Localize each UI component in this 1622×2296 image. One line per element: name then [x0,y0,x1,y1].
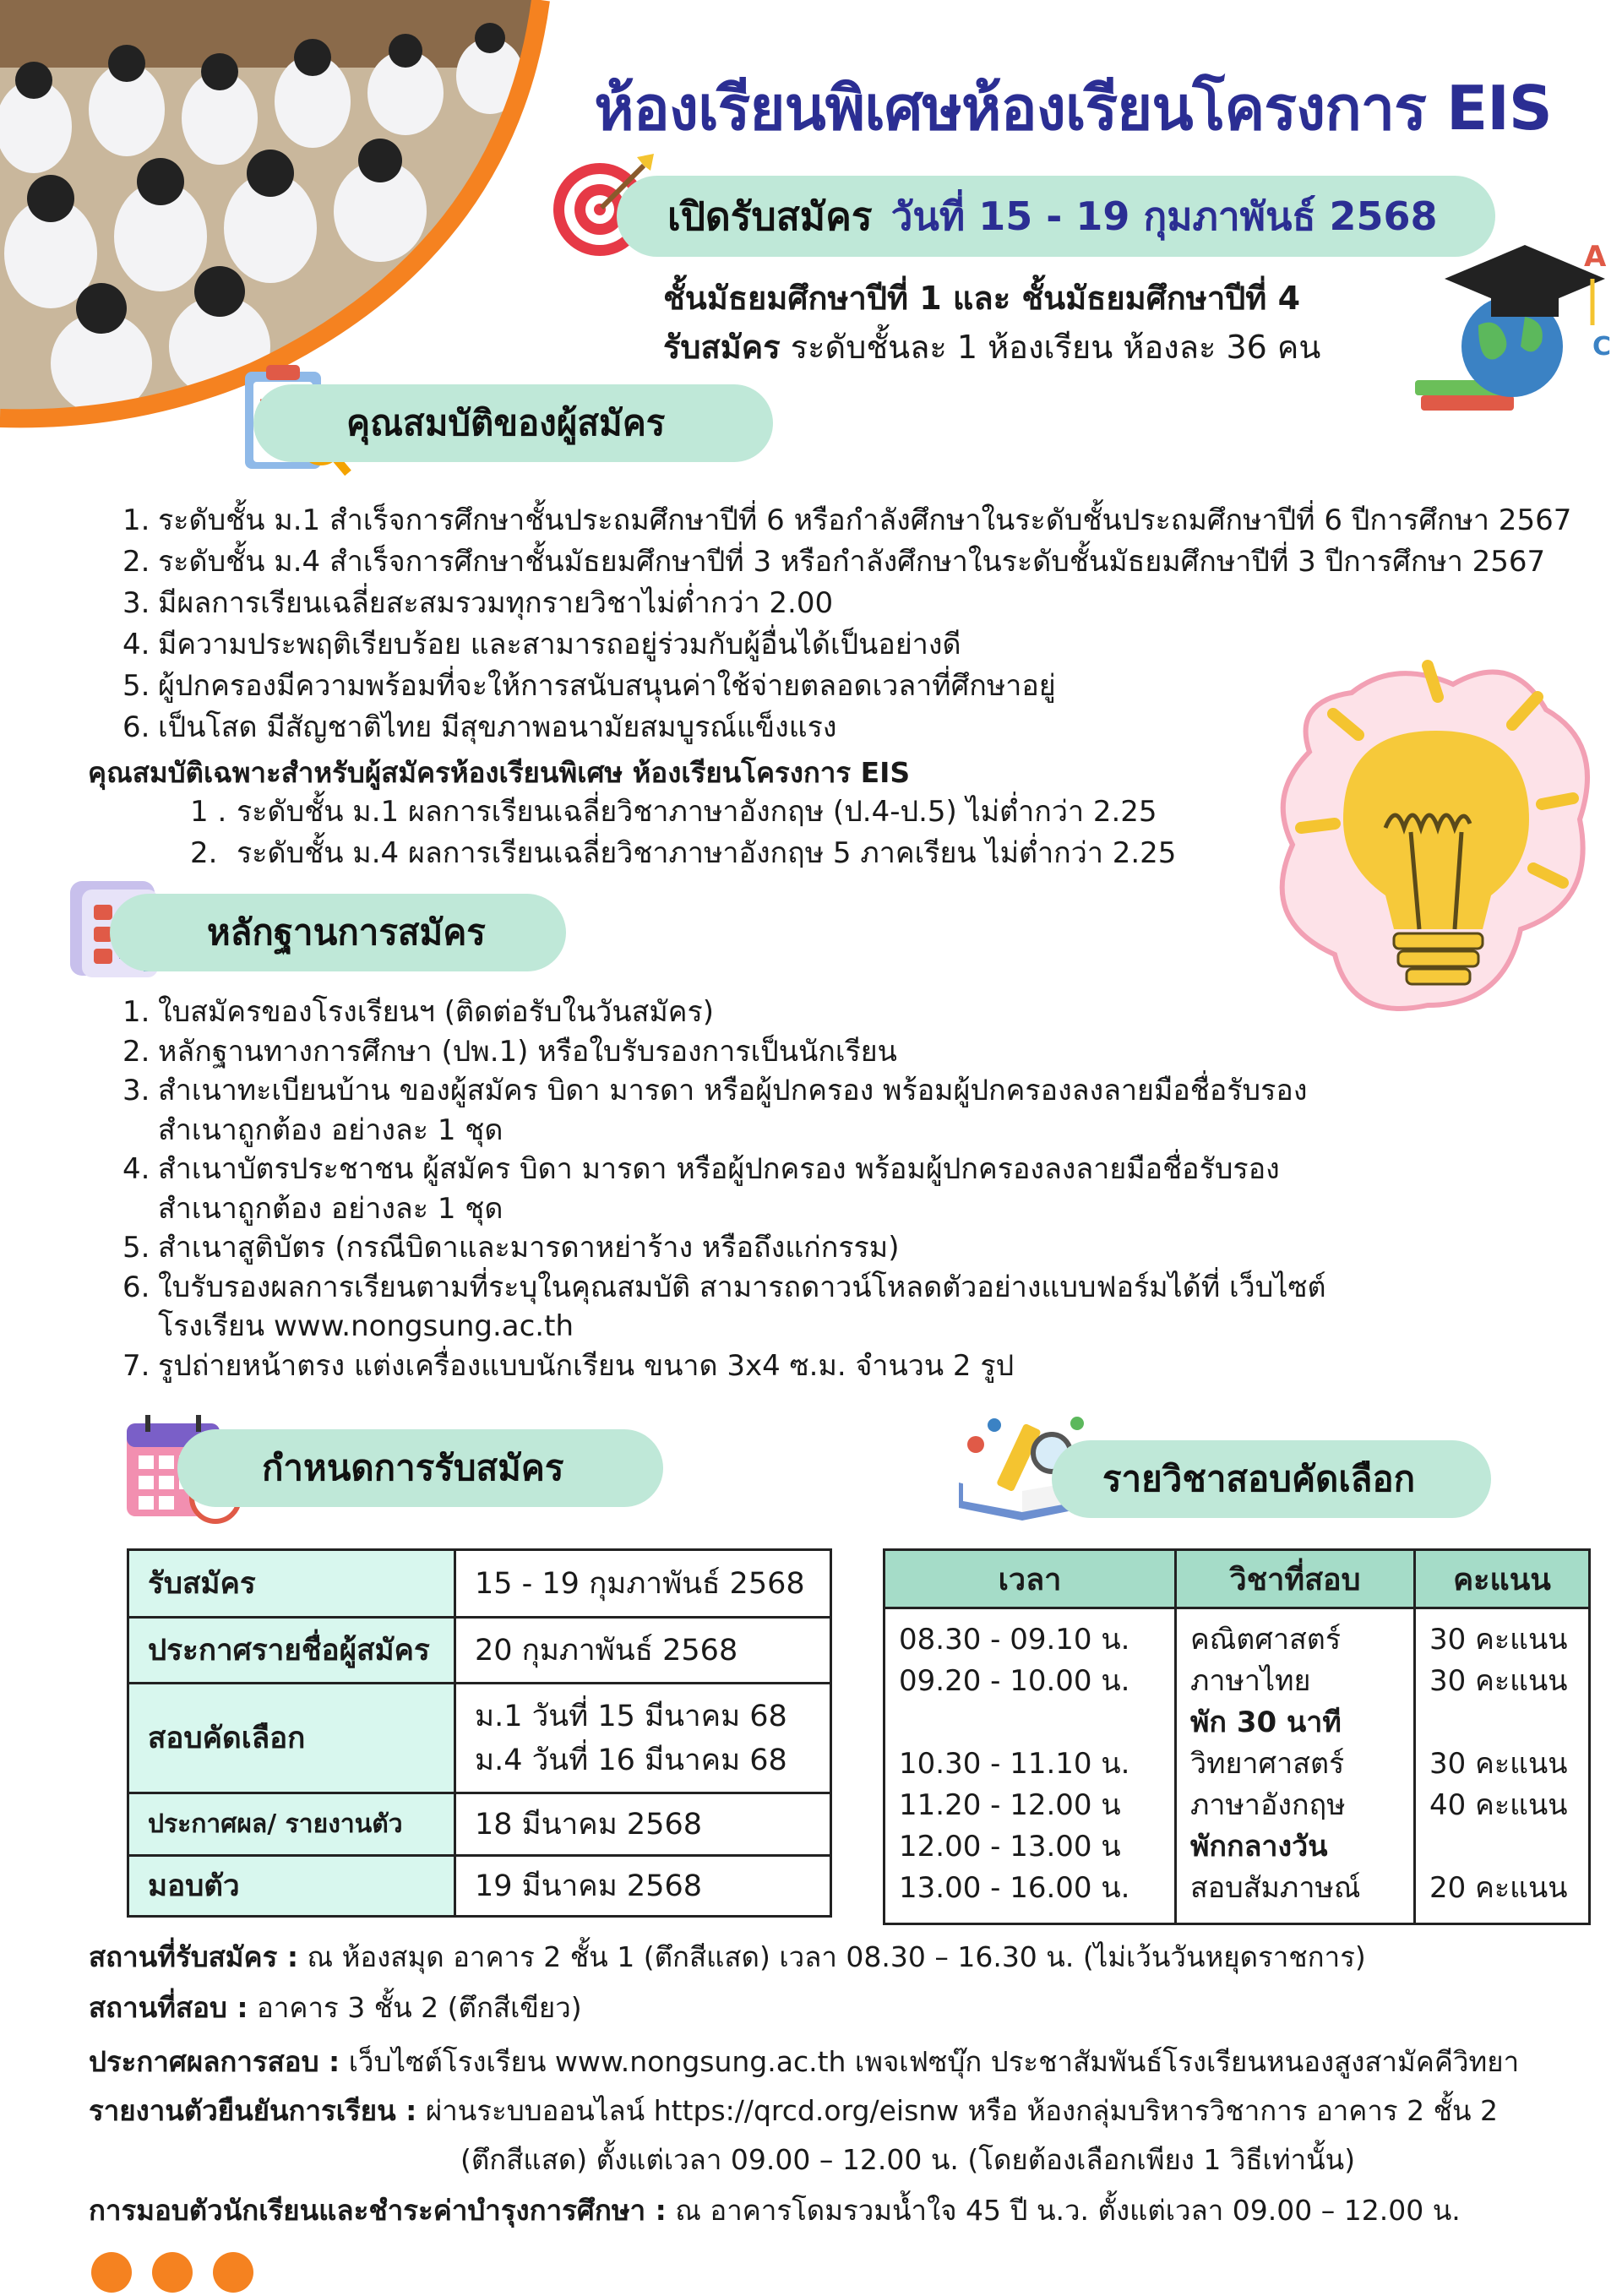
report-text: ผ่านระบบออนไลน์ https://qrcd.org/eisnw หรือ ห้องกลุ่มบริหารวิชาการ อาคาร 2 ชั้น 2 [416,2094,1499,2127]
table-row [128,1550,831,1618]
list-item: 7. รูปถ่ายหน้าตรง แต่งเครื่องแบบนักเรียน ขนาด 3x4 ซ.ม. จำนวน 2 รูป [122,1348,1015,1383]
list-item: 1. ใบสมัครของโรงเรียนฯ (ติดต่อรับในวันสมัคร) [122,995,715,1029]
intake-text [663,321,1320,373]
list-item: 1 . ระดับชั้น ม.1 ผลการเรียนเฉลี่ยวิชาภาษาอังกฤษ (ป.4-ป.5) ไม่ต่ำกว่า 2.25 [190,795,1157,829]
column-header: คะแนน [1415,1550,1590,1608]
schedule-value: 20 กุมภาพันธ์ 2568 [455,1618,831,1684]
table-row [884,1608,1590,1924]
list-item-continuation: สำเนาถูกต้อง อย่างละ 1 ชุด [158,1191,503,1226]
schedule-value: 18 มีนาคม 2568 [455,1793,831,1856]
time-column: 08.30 - 09.10 น. 09.20 - 10.00 น. 10.30 - 11.10 น. 11.20 - 12.00 น 12.00 - 13.00 น 13.00 - 16.00 น. [884,1608,1176,1924]
venue-text: ณ ห้องสมุด อาคาร 2 ชั้น 1 (ตึกสีแสด) เวลา 08.30 – 16.30 น. (ไม่เว้นวันหยุดราชการ) [298,1940,1366,1973]
schedule-key: สอบคัดเลือก [128,1684,455,1793]
list-item: 2. ระดับชั้น ม.4 สำเร็จการศึกษาชั้นมัธยมศึกษาปีที่ 3 หรือกำลังศึกษาในระดับชั้นมัธยมศึกษาปีที่ 3 ปีการศึกษา 2567 [122,545,1546,579]
levels-text: ชั้นมัธยมศึกษาปีที่ 1 และ ชั้นมัธยมศึกษาปีที่ 4 [663,280,1301,317]
list-item: 3. สำเนาทะเบียนบ้าน ของผู้สมัคร บิดา มารดา หรือผู้ปกครอง พร้อมผู้ปกครองลงลายมือชื่อรับรอง [122,1074,1308,1107]
enroll-text: ณ อาคารโดมรวมน้ำใจ 45 ปี น.ว. ตั้งแต่เวลา 09.00 – 12.00 น. [666,2194,1461,2227]
dot [152,2252,193,2293]
schedule-key: ประกาศผล/ รายงานตัว [128,1793,455,1856]
list-item-continuation: โรงเรียน www.nongsung.ac.th [158,1309,574,1343]
dot [91,2252,132,2293]
schedule-key: รับสมัคร [128,1550,455,1618]
score-column: 30 คะแนน 30 คะแนน 30 คะแนน 40 คะแนน 20 คะแนน [1415,1608,1590,1924]
schedule-heading: กำหนดการรับสมัคร [177,1429,663,1507]
special-qualifications-list [190,792,1176,874]
special-qualifications-heading: คุณสมบัติเฉพาะสำหรับผู้สมัครห้องเรียนพิเศษ ห้องเรียนโครงการ EIS [88,756,911,789]
table-row [128,1856,831,1917]
open-registration-banner [617,176,1495,257]
column-header: วิชาที่สอบ [1176,1550,1415,1608]
exam-subjects-heading: รายวิชาสอบคัดเลือก [1052,1440,1491,1518]
announce-text: เว็บไซต์โรงเรียน www.nongsung.ac.th เพจเฟซบุ๊ก ประชาสัมพันธ์โรงเรียนหนองสูงสามัคคีวิทยา [340,2045,1520,2078]
list-item: 4. สำเนาบัตรประชาชน ผู้สมัคร บิดา มารดา หรือผู้ปกครอง พร้อมผู้ปกครองลงลายมือชื่อรับรอง [122,1152,1280,1186]
schedule-value: 19 มีนาคม 2568 [455,1856,831,1917]
graduation-globe-icon [1411,241,1622,427]
table-row [128,1793,831,1856]
list-item: 6. เป็นโสด มีสัญชาติไทย มีสุขภาพอนามัยสมบูรณ์แข็งแรง [122,710,837,744]
exam-venue-text: อาคาร 3 ชั้น 2 (ตึกสีเขียว) [248,1991,582,2024]
enroll-info [89,2188,1461,2233]
documents-list [122,993,1326,1385]
column-header: เวลา [884,1550,1176,1608]
table-header-row [884,1550,1590,1608]
decorative-dots [91,2252,274,2296]
list-item: 2. ระดับชั้น ม.4 ผลการเรียนเฉลี่ยวิชาภาษาอังกฤษ 5 ภาคเรียน ไม่ต่ำกว่า 2.25 [190,836,1177,870]
qualifications-heading: คุณสมบัติของผู้สมัคร [253,384,773,462]
intake-label: รับสมัคร [663,329,781,366]
table-row [128,1684,831,1793]
dot [213,2252,253,2293]
schedule-key: มอบตัว [128,1856,455,1917]
intake-detail: ระดับชั้นละ 1 ห้องเรียน ห้องละ 36 คน [790,329,1321,366]
schedule-value: ม.1 วันที่ 15 มีนาคม 68 ม.4 วันที่ 16 มีนาคม 68 [455,1684,831,1793]
report-info-continuation: (ตึกสีแสด) ตั้งแต่เวลา 09.00 – 12.00 น. (โดยต้องเลือกเพียง 1 วิธีเท่านั้น) [460,2143,1356,2176]
report-info [89,2088,1498,2133]
table-row [128,1618,831,1684]
exam-venue-info [89,1985,582,2030]
announce-info [89,2039,1519,2084]
list-item: 5. ผู้ปกครองมีความพร้อมที่จะให้การสนับสนุนค่าใช้จ่ายตลอดเวลาที่ศึกษาอยู่ [122,669,1056,703]
documents-heading: หลักฐานการสมัคร [110,894,566,971]
subject-column: คณิตศาสตร์ ภาษาไทย พัก 30 นาที วิทยาศาสตร์ ภาษาอังกฤษ พักกลางวัน สอบสัมภาษณ์ [1176,1608,1415,1924]
light-bulb-icon [1259,650,1614,1047]
list-item: 2. หลักฐานทางการศึกษา (ปพ.1) หรือใบรับรองการเป็นนักเรียน [122,1034,897,1069]
venue-info [89,1934,1366,1979]
open-label: เปิดรับสมัคร [667,193,873,239]
venue-label: สถานที่รับสมัคร : [89,1940,299,1973]
svg-text:A: A [1584,241,1607,274]
open-date: วันที่ 15 - 19 กุมภาพันธ์ 2568 [890,193,1438,239]
list-item: 4. มีความประพฤติเรียบร้อย และสามารถอยู่ร่วมกับผู้อื่นได้เป็นอย่างดี [122,628,961,661]
svg-text:C: C [1592,332,1612,362]
report-label: รายงานตัวยืนยันการเรียน : [89,2094,417,2127]
schedule-key: ประกาศรายชื่อผู้สมัคร [128,1618,455,1684]
list-item: 5. สำเนาสูติบัตร (กรณีบิดาและมารดาหย่าร้าง หรือถึงแก่กรรม) [122,1231,900,1265]
schedule-table [127,1548,832,1918]
exam-venue-label: สถานที่สอบ : [89,1991,248,2024]
enroll-label: การมอบตัวนักเรียนและชำระค่าบำรุงการศึกษา : [89,2194,667,2227]
exam-table [883,1548,1591,1925]
schedule-value: 15 - 19 กุมภาพันธ์ 2568 [455,1550,831,1618]
announce-label: ประกาศผลการสอบ : [89,2045,340,2078]
list-item: 1. ระดับชั้น ม.1 สำเร็จการศึกษาชั้นประถมศึกษาปีที่ 6 หรือกำลังศึกษาในระดับชั้นประถมศึกษาปีที่ 6 ปีการศึกษา 2567 [122,503,1572,537]
page-title: ห้องเรียนพิเศษห้องเรียนโครงการ EIS [594,73,1552,144]
list-item: 3. มีผลการเรียนเฉลี่ยสะสมรวมทุกรายวิชาไม่ต่ำกว่า 2.00 [122,586,834,620]
list-item-continuation: สำเนาถูกต้อง อย่างละ 1 ชุด [158,1113,503,1147]
list-item: 6. ใบรับรองผลการเรียนตามที่ระบุในคุณสมบัติ สามารถดาวน์โหลดตัวอย่างแบบฟอร์มได้ที่ เว็บไซต์ [122,1270,1326,1304]
